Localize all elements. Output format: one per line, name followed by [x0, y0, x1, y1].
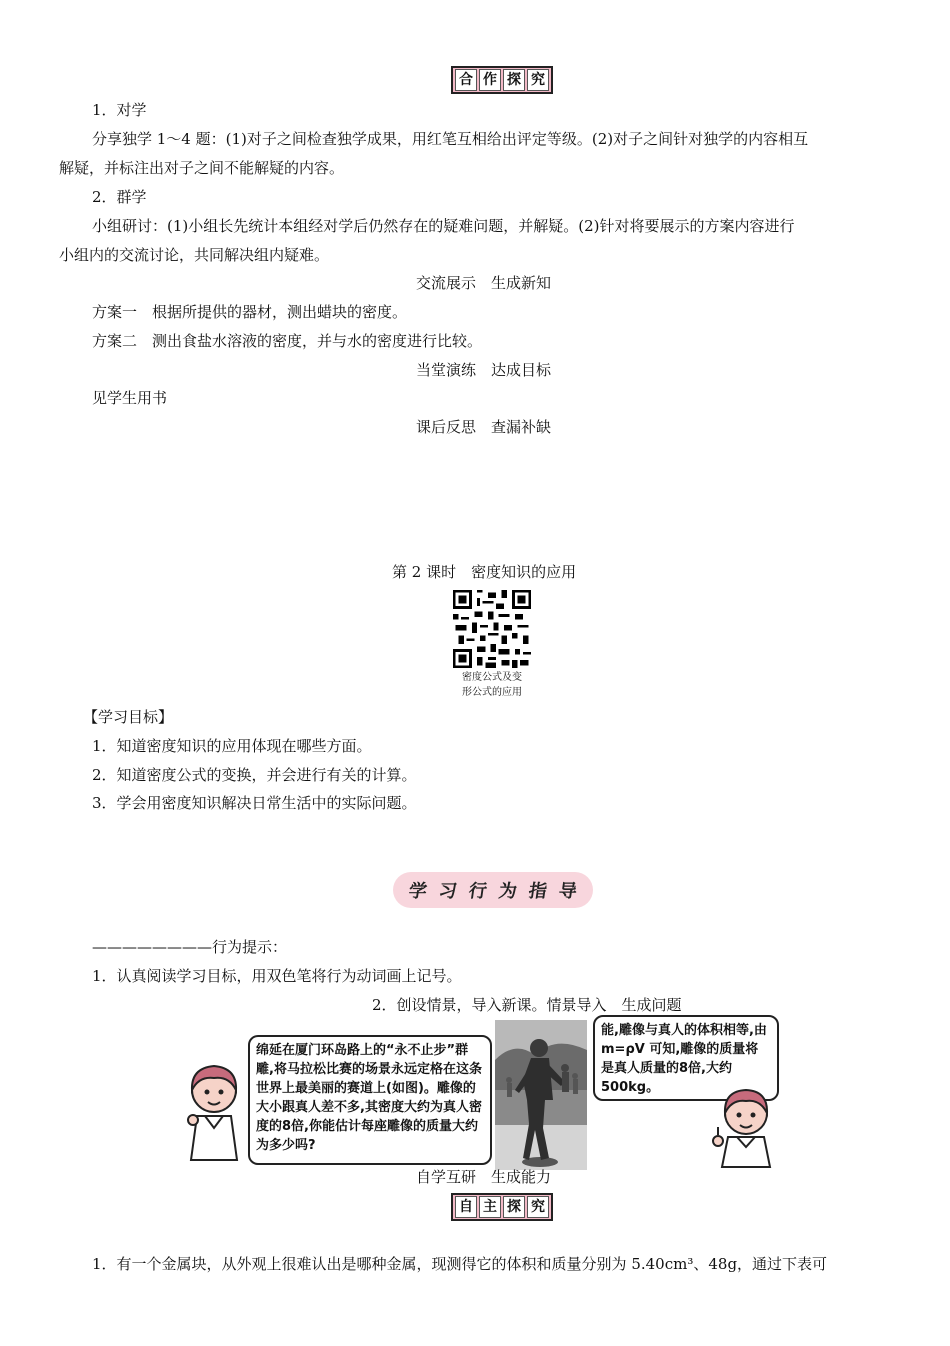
banner-char: 指	[527, 881, 549, 902]
qr-caption-line1: 密度公式及变	[462, 672, 522, 683]
qr-code-icon	[453, 590, 531, 668]
step2: 2．创设情景，导入新课。情景导入 生成问题	[372, 996, 682, 1014]
see-book: 见学生用书	[92, 389, 168, 407]
item2-body-line1: 小组研讨：(1)小组长先统计本组经对学后仍然存在的疑难问题，并解疑。(2)针对将要展示的方案内容进行	[92, 217, 795, 235]
girl-right-illustration	[710, 1085, 776, 1169]
badge-char: 主	[479, 1196, 501, 1218]
heading-reflect: 课后反思 查漏补缺	[416, 418, 552, 436]
behavior-hint: ————————行为提示：	[92, 938, 288, 956]
item1-body-line2: 解疑，并标注出对子之间不能解疑的内容。	[59, 159, 345, 177]
cooperative-inquiry-badge	[451, 66, 553, 94]
qr-caption-line2: 形公式的应用	[462, 687, 522, 698]
heading-self-study: 自学互研 生成能力	[416, 1168, 552, 1186]
step1: 1．认真阅读学习目标，用双色笔将行为动词画上记号。	[92, 967, 462, 985]
banner-char: 学	[407, 881, 429, 902]
badge-char: 究	[527, 69, 549, 91]
plan2: 方案二 测出食盐水溶液的密度，并与水的密度进行比较。	[92, 332, 483, 350]
item1-title: 1．对学	[92, 101, 147, 119]
item2-title: 2．群学	[92, 188, 147, 206]
banner-char: 为	[497, 881, 519, 902]
self-inquiry-badge	[451, 1193, 553, 1221]
goal-item: 3．学会用密度知识解决日常生活中的实际问题。	[92, 794, 417, 812]
goal-item: 2．知道密度公式的变换，并会进行有关的计算。	[92, 766, 417, 784]
badge-char: 究	[527, 1196, 549, 1218]
badge-char: 探	[503, 1196, 525, 1218]
plan1: 方案一 根据所提供的器材，测出蜡块的密度。	[92, 303, 408, 321]
goal-item: 1．知道密度知识的应用体现在哪些方面。	[92, 737, 372, 755]
badge-char: 合	[455, 69, 477, 91]
badge-char: 探	[503, 69, 525, 91]
girl-left-illustration	[183, 1060, 245, 1164]
goals-heading: 【学习目标】	[83, 708, 174, 726]
badge-char: 自	[455, 1196, 477, 1218]
learning-behavior-guide-banner	[393, 872, 593, 908]
lesson-title: 第 2 课时 密度知识的应用	[392, 563, 577, 581]
question1: 1．有一个金属块，从外观上很难认出是哪种金属，现测得它的体积和质量分别为 5.40cm³、48g，通过下表可	[92, 1255, 828, 1273]
badge-char: 作	[479, 69, 501, 91]
item2-body-line2: 小组内的交流讨论，共同解决组内疑难。	[59, 246, 330, 264]
marathon-statue-photo	[495, 1020, 587, 1170]
speech-bubble-answer: 能,雕像与真人的体积相等,由m=ρV 可知,雕像的质量将是真人质量的8倍,大约500kg。	[593, 1015, 779, 1101]
item1-body-line1: 分享独学 1～4 题：(1)对子之间检查独学成果，用红笔互相给出评定等级。(2)对子之间针对独学的内容相互	[92, 130, 809, 148]
banner-char: 习	[437, 881, 459, 902]
heading-practice: 当堂演练 达成目标	[416, 361, 552, 379]
banner-char: 行	[467, 881, 489, 902]
speech-bubble-question: 绵延在厦门环岛路上的“永不止步”群雕,将马拉松比赛的场景永远定格在这条世界上最美丽的赛道上(如图)。雕像的大小跟真人差不多,其密度大约为真人密度的8倍,你能估计每座雕像的质量大约为多少吗?	[248, 1035, 492, 1165]
qr-caption	[440, 670, 544, 700]
banner-char: 导	[557, 881, 579, 902]
heading-exchange: 交流展示 生成新知	[416, 274, 552, 292]
